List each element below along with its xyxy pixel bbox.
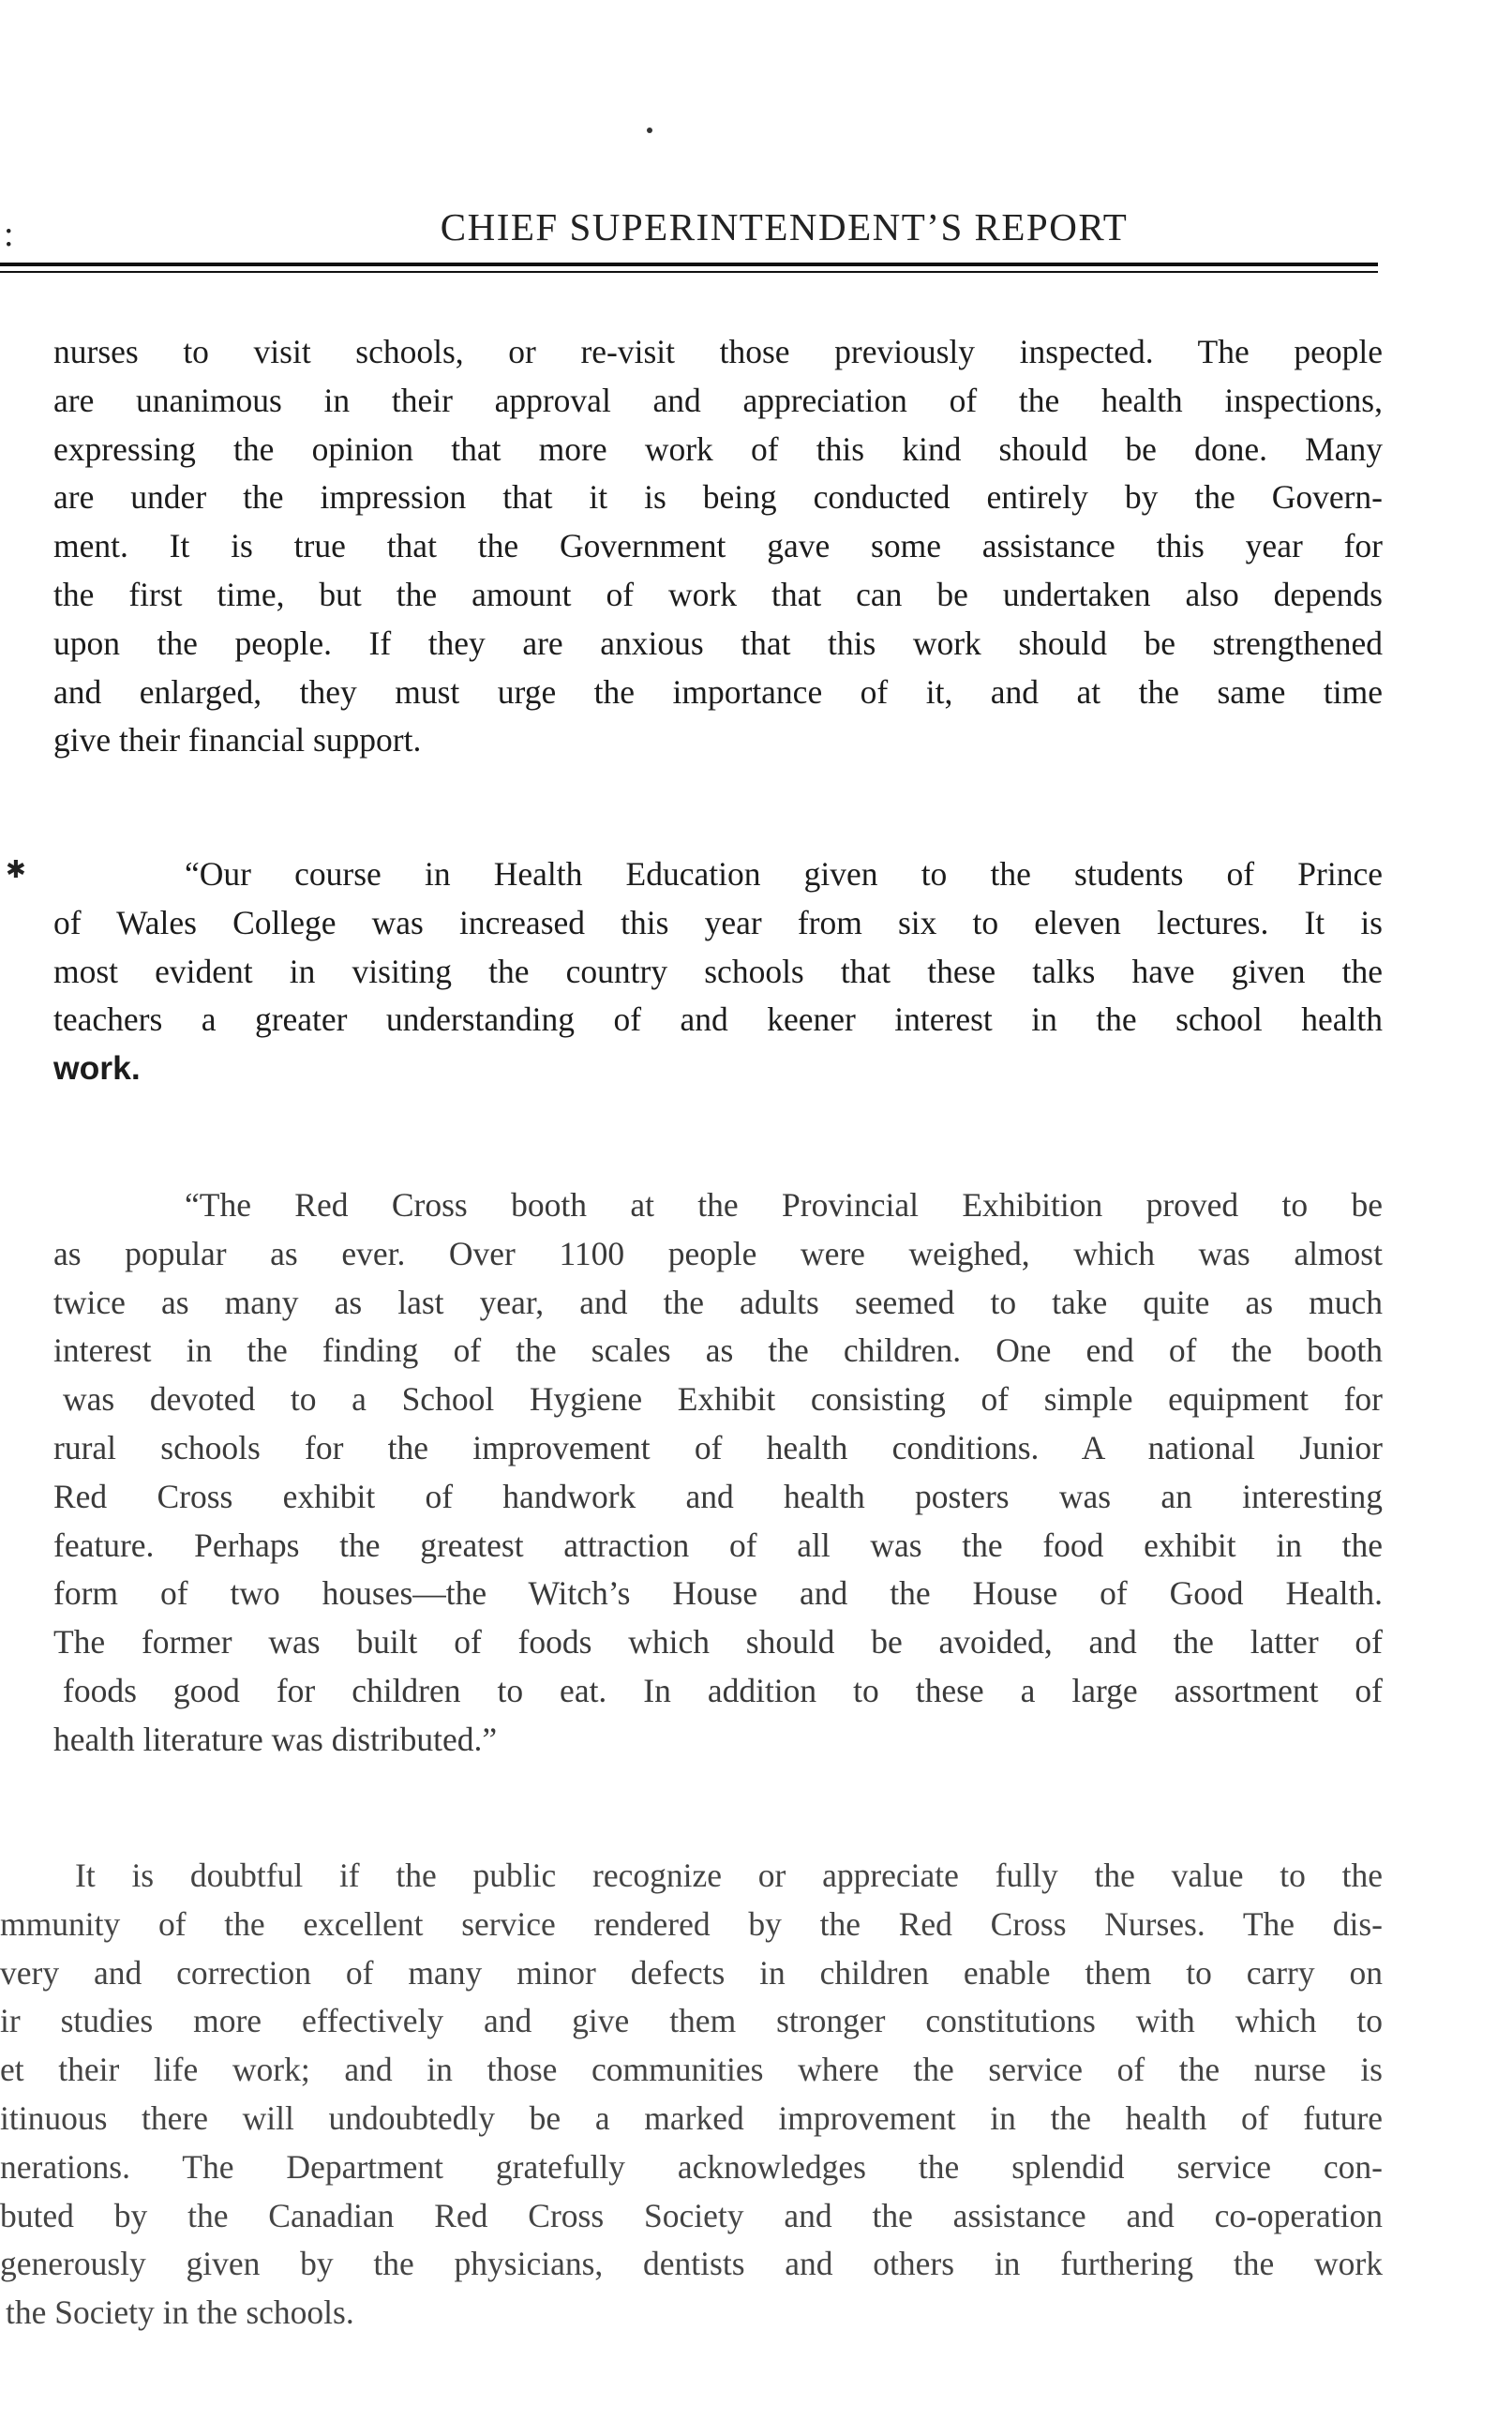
- text-line: expressing the opinion that more work of this kind should be done. Many: [53, 429, 1383, 468]
- text-line: generously given by the physicians, dentists and others in furthering the work: [0, 2245, 1383, 2283]
- running-head: CHIEF SUPERINTENDENT’S REPORT: [440, 205, 1129, 248]
- text-line: give their financial support.: [53, 721, 422, 759]
- text-line: feature. Perhaps the greatest attraction of all was the food exhibit in the: [53, 1526, 1383, 1564]
- text-line: most evident in visiting the country schools that these talks have given the: [53, 952, 1383, 990]
- paragraph-3: [53, 1181, 1383, 1765]
- paragraph-4: [0, 1852, 1383, 2338]
- text-line: interest in the finding of the scales as the children. One end of the booth: [53, 1331, 1383, 1370]
- text-line: Red Cross exhibit of handwork and health posters was an interesting: [53, 1477, 1383, 1515]
- text-line: It is doubtful if the public recognize or appreciate fully the value to the: [75, 1857, 1383, 1894]
- text-line: of Wales College was increased this year from six to eleven lectures. It is: [53, 903, 1383, 941]
- text-line: ment. It is true that the Government gave some assistance this year for: [53, 527, 1383, 565]
- paragraph-2: [53, 850, 1383, 1093]
- text-line: “The Red Cross booth at the Provincial Exhibition proved to be: [185, 1186, 1383, 1224]
- text-line: are unanimous in their approval and appreciation of the health inspections,: [53, 381, 1383, 419]
- page-header: [0, 204, 1512, 249]
- paragraph-1: [53, 328, 1383, 765]
- text-line: as popular as ever. Over 1100 people were weighed, which was almost: [53, 1234, 1383, 1272]
- text-line: and enlarged, they must urge the importance of it, and at the same time: [53, 672, 1383, 711]
- text-line: et their life work; and in those communities where the service of the nurse is: [0, 2051, 1383, 2089]
- text-line: twice as many as last year, and the adults seemed to take quite as much: [53, 1283, 1383, 1321]
- text-line: nerations. The Department gratefully acknowledges the splendid service con-: [0, 2147, 1383, 2186]
- text-line: foods good for children to eat. In addition to these a large assortment of: [63, 1671, 1383, 1709]
- text-line: mmunity of the excellent service rendered by the Red Cross Nurses. The dis-: [0, 1904, 1383, 1943]
- text-line: form of two houses—the Witch’s House and the House of Good Health.: [53, 1574, 1383, 1613]
- text-line: The former was built of foods which should be avoided, and the latter of: [53, 1623, 1383, 1662]
- text-line: ir studies more effectively and give them stronger constitutions with which to: [0, 2002, 1383, 2040]
- text-line: teachers a greater understanding of and keener interest in the school health: [53, 1000, 1383, 1039]
- text-line: itinuous there will undoubtedly be a marked improvement in the health of future: [0, 2098, 1383, 2137]
- text-line: are under the impression that it is being conducted entirely by the Govern-: [53, 478, 1383, 517]
- text-line: rural schools for the improvement of health conditions. A national Junior: [53, 1428, 1383, 1466]
- text-line: “Our course in Health Education given to the students of Prince: [185, 855, 1383, 893]
- text-line: the Society in the schools.: [6, 2293, 354, 2332]
- header-rule-thick: [0, 263, 1378, 266]
- text-line: work.: [53, 1049, 141, 1088]
- text-line: very and correction of many minor defects in children enable them to carry on: [0, 1953, 1383, 1992]
- margin-mark: :: [4, 215, 14, 254]
- margin-mark: ✱: [6, 856, 26, 883]
- text-line: health literature was distributed.”: [53, 1720, 498, 1758]
- ink-dot: [647, 128, 652, 133]
- text-line: upon the people. If they are anxious that this work should be strengthened: [53, 624, 1383, 662]
- text-line: the first time, but the amount of work that can be undertaken also depends: [53, 575, 1383, 613]
- text-line: nurses to visit schools, or re-visit those previously inspected. The people: [53, 333, 1383, 370]
- text-line: was devoted to a School Hygiene Exhibit consisting of simple equipment for: [63, 1380, 1383, 1419]
- text-line: buted by the Canadian Red Cross Society and the assistance and co-operation: [0, 2196, 1383, 2234]
- header-rule-thin: [0, 271, 1378, 273]
